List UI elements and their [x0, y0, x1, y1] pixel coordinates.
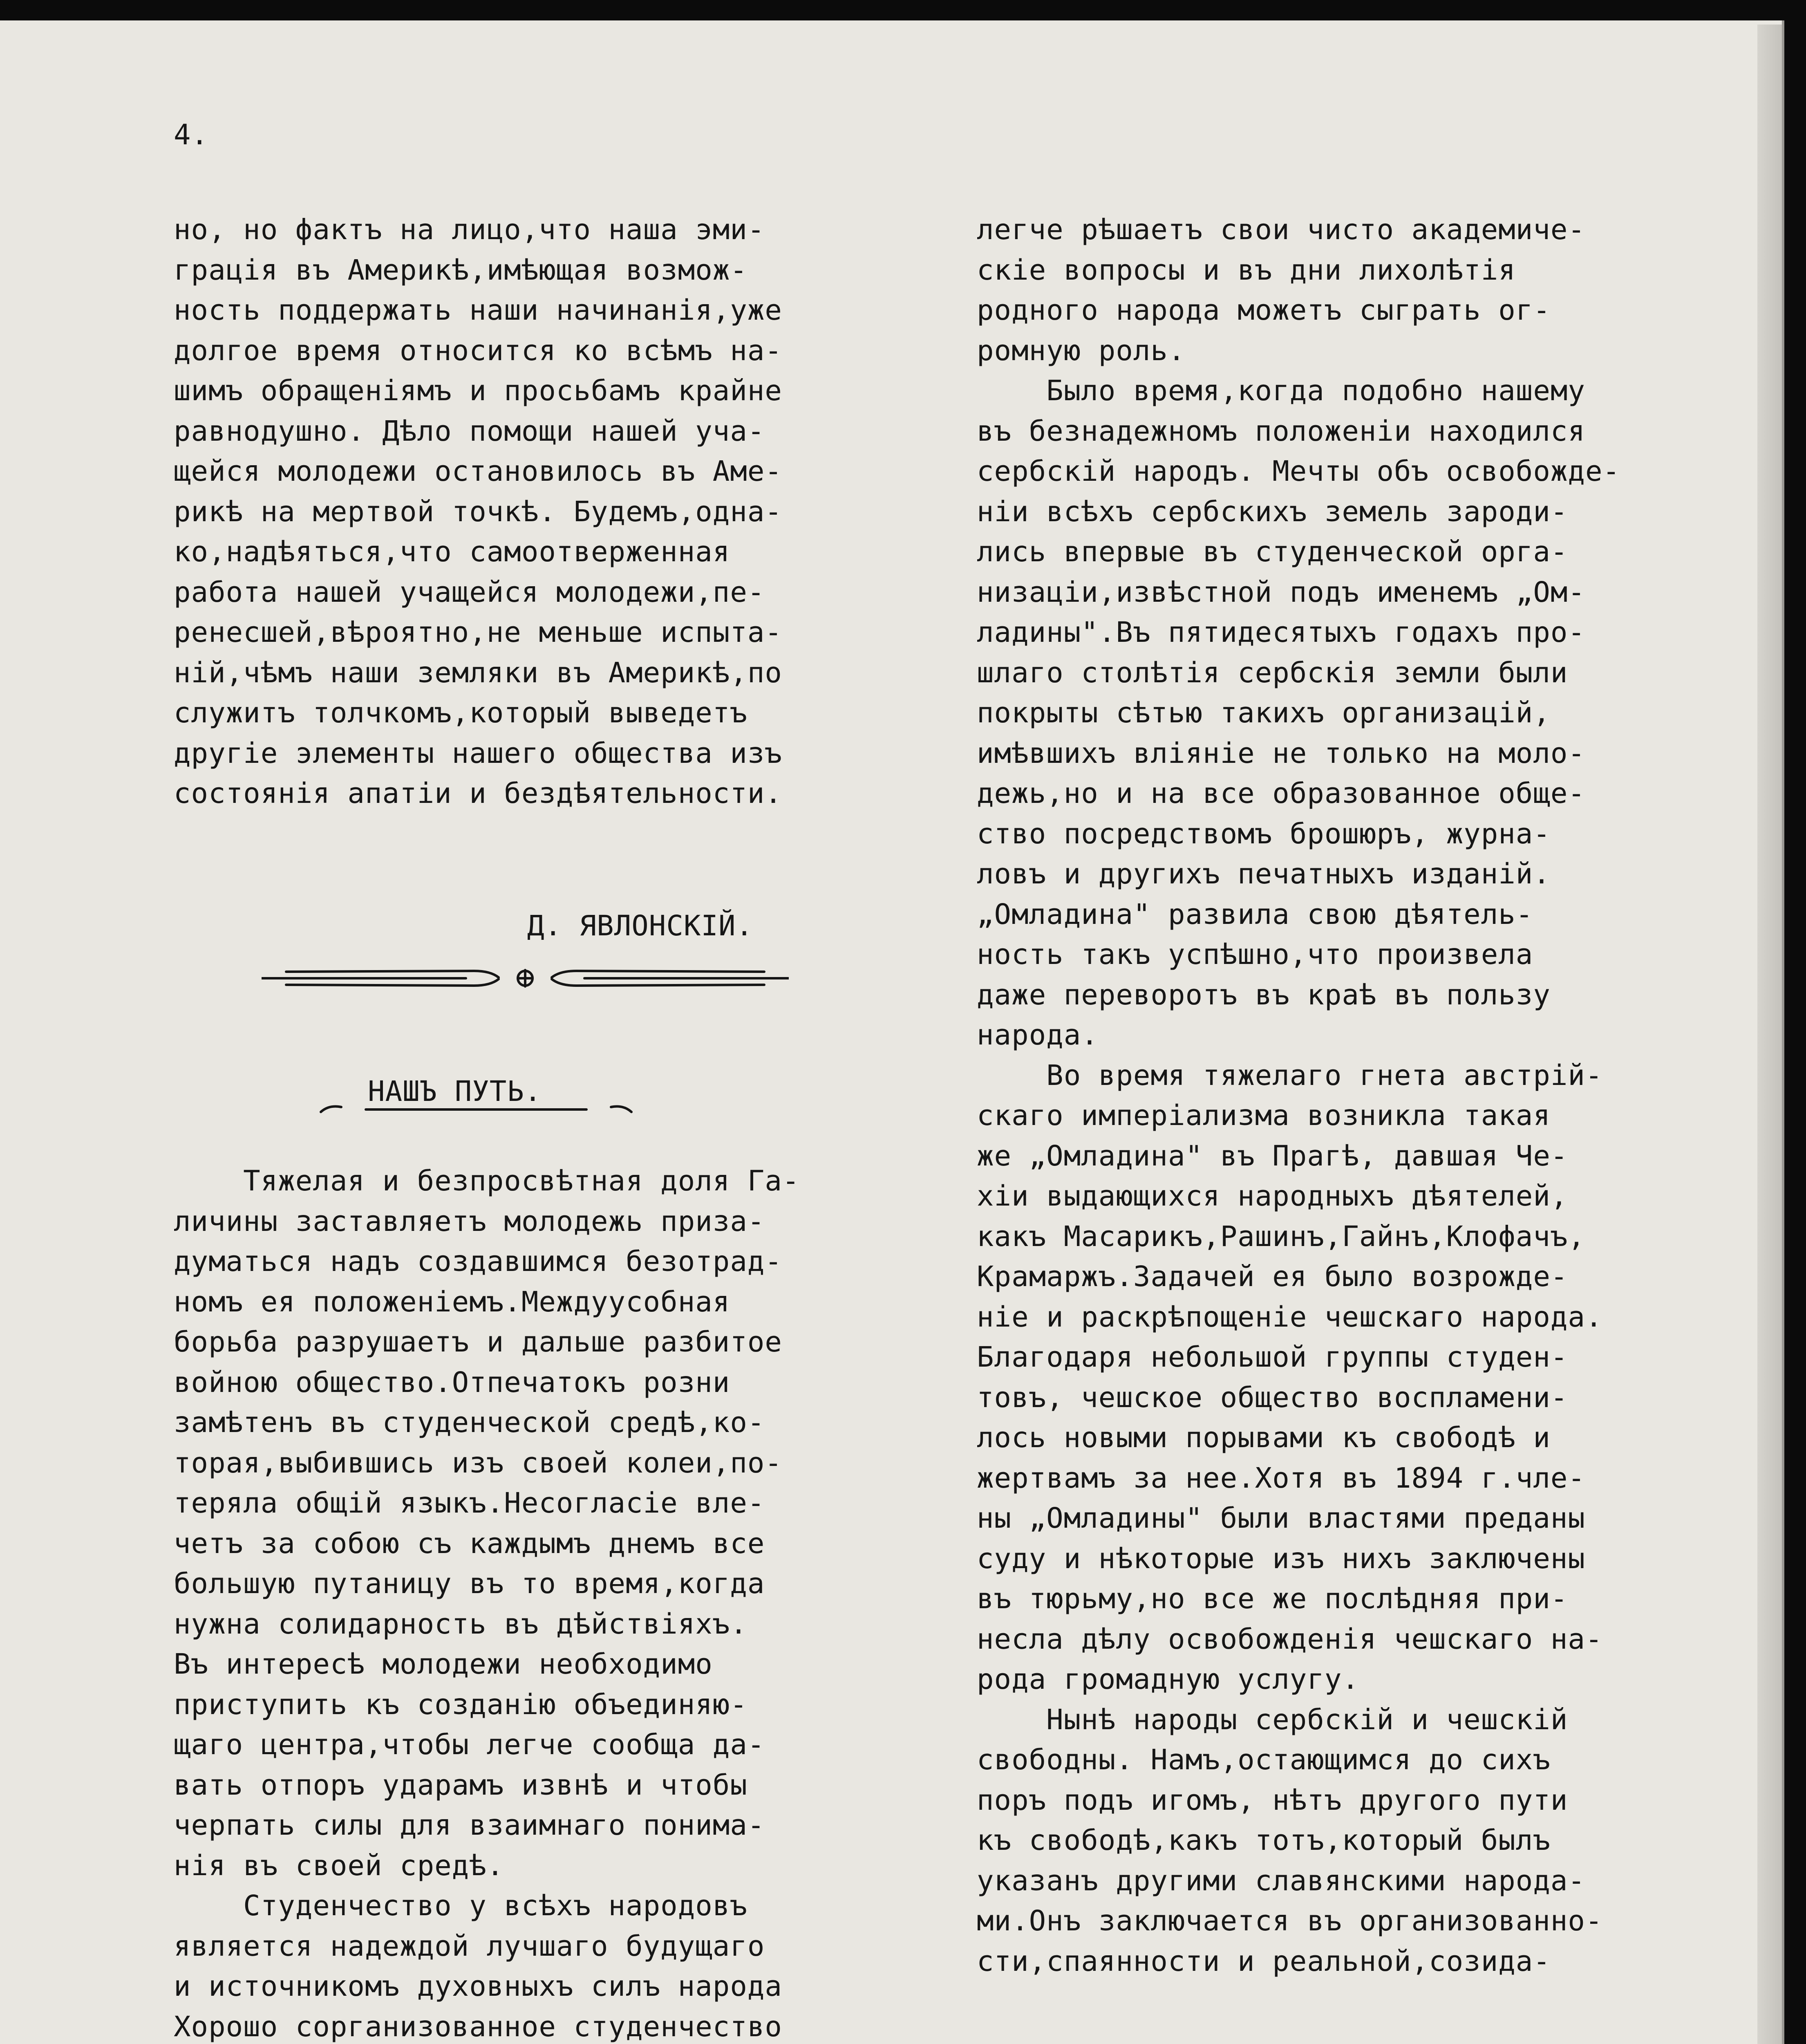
text-line: личины заставляетъ молодежь приза- — [174, 1205, 765, 1238]
text-line: четъ за собою съ каждымъ днемъ все — [174, 1527, 765, 1560]
text-line: равнодушно. Дѣло помощи нашей уча- — [174, 415, 765, 448]
text-line: народа. — [977, 1019, 1099, 1051]
text-line: ны „Омладины" были властями преданы — [977, 1502, 1585, 1535]
text-line: же „Омладина" въ Прагѣ, давшая Че- — [977, 1139, 1568, 1172]
text-line: хіи выдающихся народныхъ дѣятелей, — [977, 1180, 1568, 1213]
text-line: служитъ толчкомъ,который выведетъ — [174, 697, 747, 729]
text-line: ладины".Въ пятидесятыхъ годахъ про- — [977, 616, 1585, 649]
text-line: жертвамъ за нее.Хотя въ 1894 г.чле- — [977, 1461, 1585, 1495]
text-line: шлаго столѣтія сербскія земли были — [977, 656, 1568, 689]
author-signature: Д. ЯВЛОНСКІЙ. — [527, 910, 754, 942]
text-line: имѣвшихъ вліяніе не только на моло- — [977, 737, 1585, 770]
text-line: покрыты сѣтью такихъ организацій, — [977, 697, 1551, 729]
text-line: номъ ея положеніемъ.Междуусобная — [174, 1285, 730, 1318]
text-line: легче рѣшаетъ свои чисто академиче- — [977, 213, 1585, 246]
text-line: низаціи,извѣстной подъ именемъ „Ом- — [977, 576, 1585, 609]
text-line: товъ, чешское общество воспламени- — [977, 1381, 1568, 1414]
text-line: замѣтенъ въ студенческой средѣ,ко- — [174, 1406, 765, 1439]
text-line: борьба разрушаетъ и дальше разбитое — [174, 1326, 782, 1358]
text-line: ній,чѣмъ наши земляки въ Америкѣ,по — [174, 656, 782, 689]
text-line: ство посредствомъ брошюръ, журна- — [977, 817, 1551, 850]
text-line: родного народа можетъ сыграть ог- — [977, 294, 1551, 327]
text-line: другіе элементы нашего общества изъ — [174, 737, 782, 770]
text-line: войною общество.Отпечатокъ розни — [174, 1366, 730, 1399]
text-line: суду и нѣкоторые изъ нихъ заключены — [977, 1542, 1585, 1575]
text-line: рикѣ на мертвой точкѣ. Будемъ,одна- — [174, 495, 782, 528]
text-line: большую путаницу въ то время,когда — [174, 1567, 765, 1600]
text-line: сербскій народъ. Мечты объ освобожде- — [977, 455, 1620, 488]
text-line: грація въ Америкѣ,имѣющая возмож- — [174, 253, 747, 287]
text-line: несла дѣлу освобожденія чешскаго на- — [977, 1623, 1603, 1656]
text-line: Во время тяжелаго гнета австрій- — [977, 1059, 1603, 1092]
text-line: рода громадную услугу. — [977, 1663, 1359, 1696]
text-line: лось новыми порывами къ свободѣ и — [977, 1421, 1551, 1454]
text-line: Было время,когда подобно нашему — [977, 374, 1585, 407]
text-line: работа нашей учащейся молодежи,пе- — [174, 576, 765, 609]
text-line: Нынѣ народы сербскій и чешскій — [977, 1703, 1568, 1736]
text-line: ромную роль. — [977, 334, 1186, 367]
text-line: ко,надѣяться,что самоотверженная — [174, 536, 730, 568]
text-line: но, но фактъ на лицо,что наша эми- — [174, 213, 765, 246]
text-line: Тяжелая и безпросвѣтная доля Га- — [174, 1165, 800, 1197]
text-line: поръ подъ игомъ, нѣтъ другого пути — [977, 1784, 1568, 1817]
text-line: ренесшей,вѣроятно,не меньше испыта- — [174, 616, 782, 649]
page-number: 4. — [174, 119, 209, 151]
text-line: ми.Онъ заключается въ организованно- — [977, 1905, 1603, 1937]
text-line: состоянія апатіи и бездѣятельности. — [174, 777, 782, 810]
text-line: черпать силы для взаимнаго понима- — [174, 1809, 765, 1842]
text-line: и источникомъ духовныхъ силъ народа — [174, 1970, 782, 2003]
text-line: скаго имперіализма возникла такая — [977, 1099, 1551, 1132]
text-line: Благодаря небольшой группы студен- — [977, 1341, 1568, 1374]
text-line: является надеждой лучшаго будущаго — [174, 1930, 765, 1963]
text-line: щаго центра,чтобы легче сообща да- — [174, 1728, 765, 1761]
text-line: ніи всѣхъ сербскихъ земель зароди- — [977, 495, 1568, 528]
text-line: въ тюрьму,но все же послѣдняя при- — [977, 1582, 1568, 1615]
text-line: долгое время относится ко всѣмъ на- — [174, 334, 782, 367]
text-line: Крамаржъ.Задачей ея было возрожде- — [977, 1260, 1568, 1293]
text-line: ность такъ успѣшно,что произвела — [977, 938, 1533, 971]
text-line: „Омладина" развила свою дѣятель- — [977, 898, 1533, 931]
text-line: Студенчество у всѣхъ народовъ — [174, 1889, 747, 1922]
text-line: ность поддержать наши начинанія,уже — [174, 294, 782, 327]
text-line: вать отпоръ ударамъ извнѣ и чтобы — [174, 1768, 747, 1802]
text-line: теряла общій языкъ.Несогласіе вле- — [174, 1487, 765, 1520]
text-line: какъ Масарикъ,Рашинъ,Гайнъ,Клофачъ, — [977, 1220, 1585, 1253]
text-line: лись впервые въ студенческой орга- — [977, 536, 1568, 568]
text-line: свободны. Намъ,остающимся до сихъ — [977, 1744, 1551, 1776]
paper-edge — [1757, 25, 1782, 2044]
text-line: щейся молодежи остановилось въ Аме- — [174, 455, 782, 488]
text-line: нужна солидарность въ дѣйствіяхъ. — [174, 1607, 747, 1641]
text-line: думаться надъ создавшимся безотрад- — [174, 1245, 782, 1278]
text-line: Хорошо сорганизованное студенчество — [174, 2010, 782, 2043]
article-title: НАШЪ ПУТЬ. — [368, 1075, 542, 1108]
text-line: ловъ и другихъ печатныхъ изданій. — [977, 858, 1551, 890]
ornamental-divider — [262, 963, 789, 991]
text-line: ніе и раскрѣпощеніе чешскаго народа. — [977, 1300, 1603, 1334]
text-line: шимъ обращеніямъ и просьбамъ крайне — [174, 374, 782, 407]
text-line: скіе вопросы и въ дни лихолѣтія — [977, 253, 1516, 287]
text-line: приступить къ созданію объединяю- — [174, 1688, 747, 1721]
text-line: сти,спаянности и реальной,созида- — [977, 1945, 1551, 1978]
text-line: торая,выбившись изъ своей колеи,по- — [174, 1446, 782, 1479]
text-line: указанъ другими славянскими народа- — [977, 1864, 1585, 1897]
text-line: Въ интересѣ молодежи необходимо — [174, 1648, 713, 1681]
text-line: въ безнадежномъ положеніи находился — [977, 415, 1585, 448]
text-line: къ свободѣ,какъ тотъ,который былъ — [977, 1824, 1551, 1857]
text-line: дежь,но и на все образованное обще- — [977, 777, 1585, 810]
text-line: даже переворотъ въ краѣ въ пользу — [977, 978, 1551, 1011]
text-line: нія въ своей средѣ. — [174, 1849, 504, 1882]
